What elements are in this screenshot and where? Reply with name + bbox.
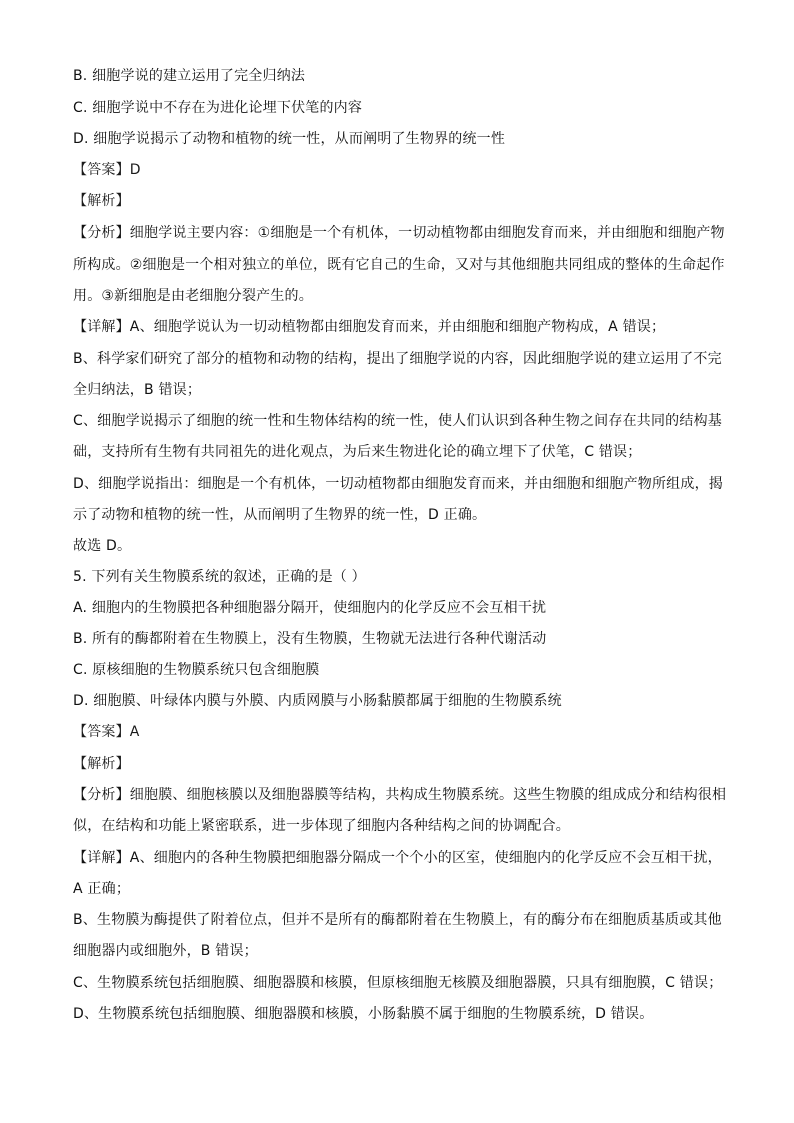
q5-option-d: D. 细胞膜、叶绿体内膜与外膜、内质网膜与小肠黏膜都属于细胞的生物膜系统 bbox=[73, 693, 562, 709]
q4-option-b: B. 细胞学说的建立运用了完全归纳法 bbox=[73, 68, 306, 84]
q5-detail-line-2: A 正确； bbox=[73, 881, 131, 897]
q4-analysis-line-2: 所构成。②细胞是一个相对独立的单位，既有它自己的生命，又对与其他细胞共同组成的整体的生命起作 bbox=[73, 257, 725, 273]
q5-detail-line-6: D、生物膜系统包括细胞膜、细胞器膜和核膜，小肠黏膜不属于细胞的生物膜系统，D 错误。 bbox=[73, 1006, 654, 1022]
q4-detail-line-4: C、细胞学说揭示了细胞的统一性和生物体结构的统一性，使人们认识到各种生物之间存在共同的结构基 bbox=[73, 413, 722, 429]
q5-option-c: C. 原核细胞的生物膜系统只包含细胞膜 bbox=[73, 662, 320, 678]
q5-detail-line-3: B、生物膜为酶提供了附着位点，但并不是所有的酶都附着在生物膜上，有的酶分布在细胞质基质或其他 bbox=[73, 912, 722, 928]
q5-detail-line-5: C、生物膜系统包括细胞膜、细胞器膜和核膜，但原核细胞无核膜及细胞器膜，只具有细胞膜，C 错误； bbox=[73, 975, 723, 991]
q5-detail-line-1: 【详解】A、细胞内的各种生物膜把细胞器分隔成一个个小的区室，使细胞内的化学反应不会互相干扰， bbox=[73, 850, 722, 866]
q5-detail-line-4: 细胞器内或细胞外，B 错误； bbox=[73, 943, 258, 959]
q5-stem: 5. 下列有关生物膜系统的叙述，正确的是（ ） bbox=[73, 569, 366, 585]
q5-analysis-line-2: 似，在结构和功能上紧密联系，进一步体现了细胞内各种结构之间的协调配合。 bbox=[73, 818, 570, 834]
q5-analysis-line-1: 【分析】细胞膜、细胞核膜以及细胞器膜等结构，共构成生物膜系统。这些生物膜的组成成分和结构很相 bbox=[73, 787, 727, 803]
q5-analysis-title: 【解析】 bbox=[73, 756, 130, 772]
q5-option-b: B. 所有的酶都附着在生物膜上，没有生物膜，生物就无法进行各种代谢活动 bbox=[73, 631, 547, 647]
q4-analysis-title: 【解析】 bbox=[73, 193, 130, 209]
q4-detail-line-1: 【详解】A、细胞学说认为一切动植物都由细胞发育而来，并由细胞和细胞产物构成，A 错误； bbox=[73, 319, 666, 335]
q5-answer: 【答案】A bbox=[73, 724, 140, 740]
q4-detail-line-6: D、细胞学说指出：细胞是一个有机体，一切动植物都由细胞发育而来，并由细胞和细胞产物所组成，揭 bbox=[73, 476, 723, 492]
q4-analysis-line-1: 【分析】细胞学说主要内容：①细胞是一个有机体，一切动植物都由细胞发育而来，并由细胞和细胞产物 bbox=[73, 225, 725, 241]
q4-detail-line-7: 示了动物和植物的统一性，从而阐明了生物界的统一性，D 正确。 bbox=[73, 507, 487, 523]
q4-detail-line-5: 础，支持所有生物有共同祖先的进化观点，为后来生物进化论的确立埋下了伏笔，C 错误； bbox=[73, 444, 642, 460]
q4-option-c: C. 细胞学说中不存在为进化论埋下伏笔的内容 bbox=[73, 100, 363, 116]
q5-option-a: A. 细胞内的生物膜把各种细胞器分隔开，使细胞内的化学反应不会互相干扰 bbox=[73, 600, 547, 616]
q4-analysis-line-3: 用。③新细胞是由老细胞分裂产生的。 bbox=[73, 288, 313, 304]
q4-detail-line-2: B、科学家们研究了部分的植物和动物的结构，提出了细胞学说的内容，因此细胞学说的建立运用了不完 bbox=[73, 351, 722, 367]
q4-option-d: D. 细胞学说揭示了动物和植物的统一性，从而阐明了生物界的统一性 bbox=[73, 131, 506, 147]
q4-answer: 【答案】D bbox=[73, 162, 141, 178]
q4-conclusion: 故选 D。 bbox=[73, 538, 132, 554]
q4-detail-line-3: 全归纳法，B 错误； bbox=[73, 382, 202, 398]
